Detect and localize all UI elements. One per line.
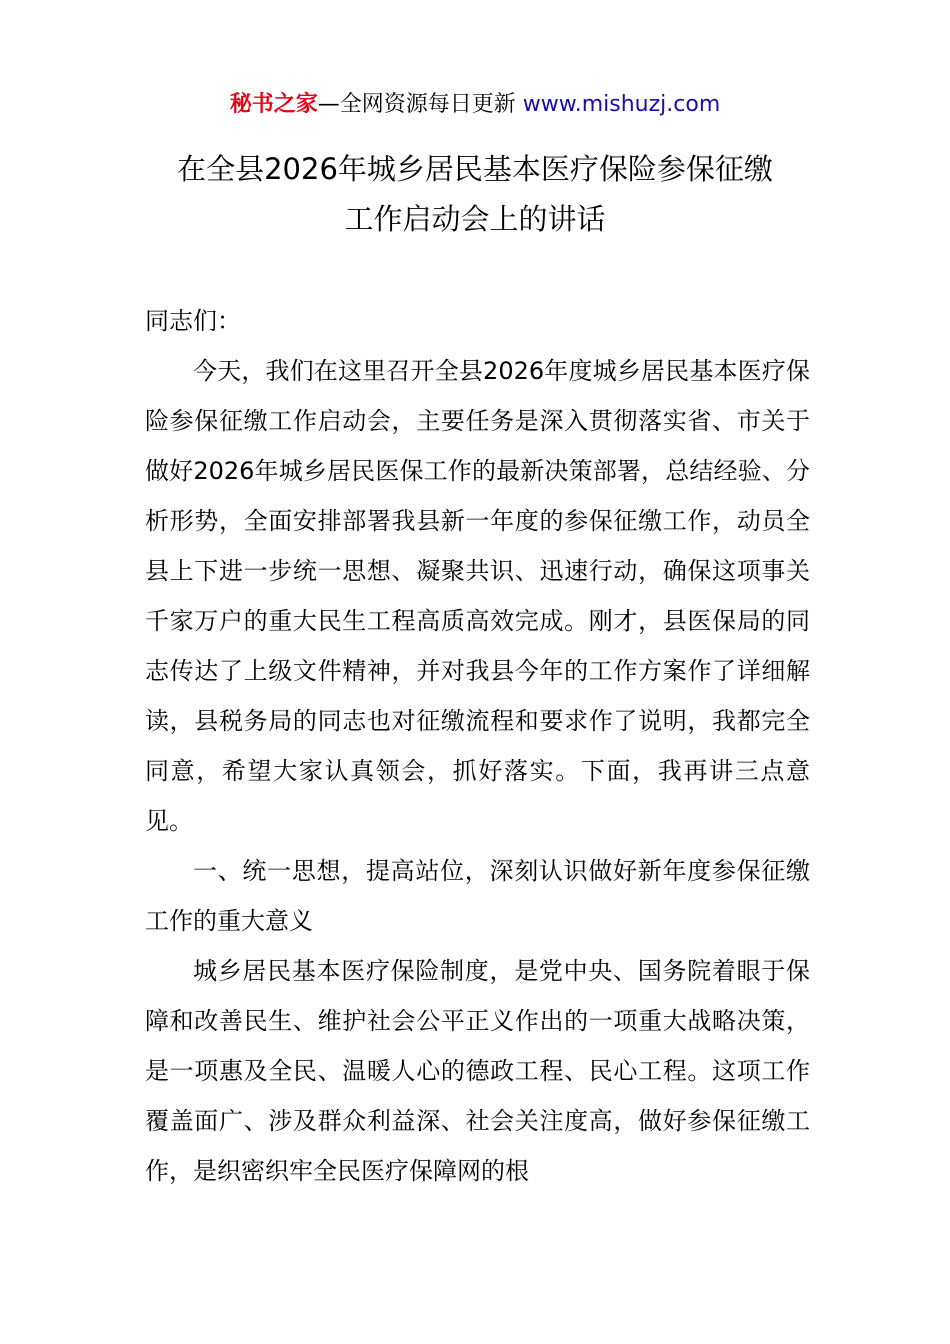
paragraph-section-1: 城乡居民基本医疗保险制度，是党中央、国务院着眼于保障和改善民生、维护社会公平正义作出的一项重大战略决策，是一项惠及全民、温暖人心的德政工程、民心工程。这项工作覆盖面广、涉及群众利益深、社会关注度高，做好参保征缴工作，是织密织牢全民医疗保障网的根 [145,957,810,1185]
site-url-link[interactable]: www.mishuzj.com [522,92,721,117]
salutation: 同志们： [145,307,241,335]
title-line-2: 工作启动会上的讲话 [344,202,606,236]
header-dash: — [317,92,340,117]
brand-name: 秘书之家 [229,92,318,117]
document-title [130,144,820,244]
section-heading-1: 一、统一思想，提高站位，深刻认识做好新年度参保征缴工作的重大意义 [145,857,810,935]
document-body [145,296,810,1196]
paragraph-intro: 今天，我们在这里召开全县2026年度城乡居民基本医疗保险参保征缴工作启动会，主要任务是深入贯彻落实省、市关于做好2026年城乡居民医保工作的最新决策部署，总结经验、分析形势，全面安排部署我县新一年度的参保征缴工作，动员全县上下进一步统一思想、凝聚共识、迅速行动，确保这项事关千家万户的重大民生工程高质高效完成。刚才，县医保局的同志传达了上级文件精神，并对我县今年的工作方案作了详细解读，县税务局的同志也对征缴流程和要求作了说明，我都完全同意，希望大家认真领会，抓好落实。下面，我再讲三点意见。 [145,357,810,835]
header-tagline: 全网资源每日更新 [339,92,523,117]
site-header [0,88,950,122]
title-line-1: 在全县2026年城乡居民基本医疗保险参保征缴 [177,152,773,186]
